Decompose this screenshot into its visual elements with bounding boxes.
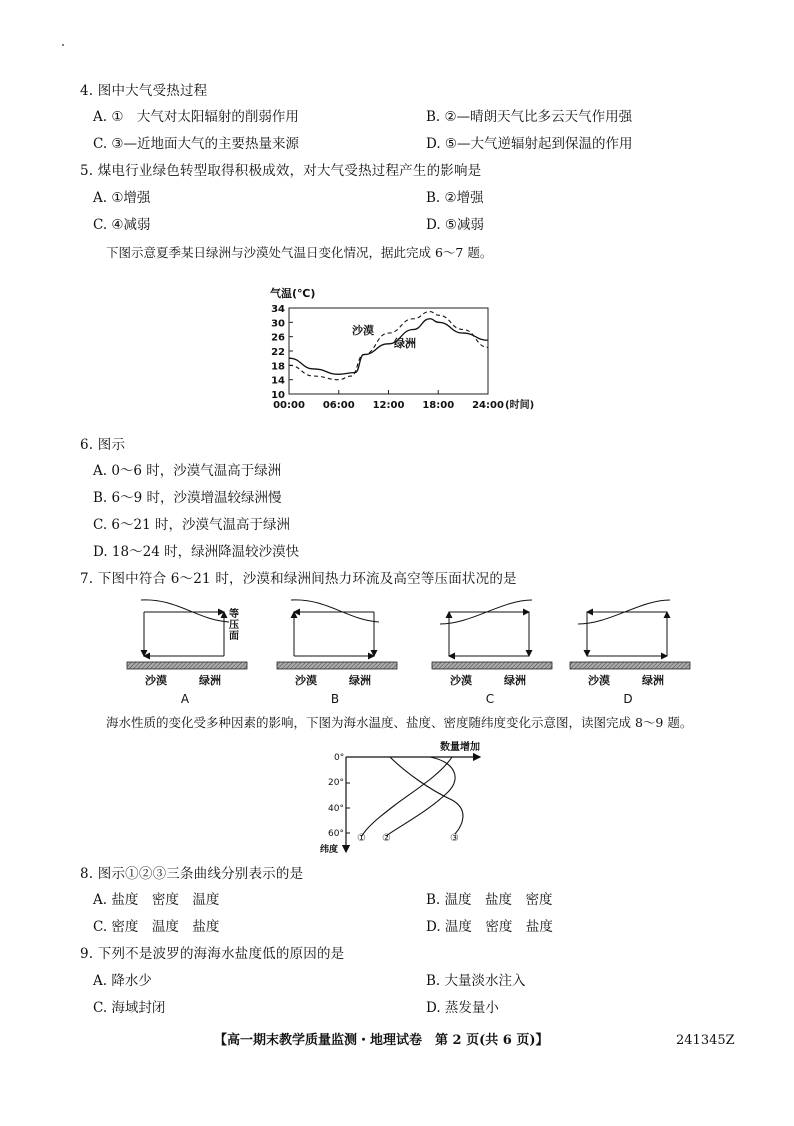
chart-xtick-label: 18:00 xyxy=(422,400,455,411)
label-desert: 沙漠 xyxy=(295,674,317,687)
q4-option-c: C. ③—近地面大气的主要热量来源 xyxy=(93,136,300,152)
label-oasis: 绿洲 xyxy=(199,674,221,687)
chart-label-desert: 沙漠 xyxy=(352,324,374,337)
q9-option-d: D. 蒸发量小 xyxy=(426,1000,499,1016)
q5-option-d: D. ⑤减弱 xyxy=(426,217,485,233)
fig2-y-label: 纬度 xyxy=(320,845,339,855)
chart-xtick-label: 12:00 xyxy=(372,400,405,411)
intro-6-7: 下图示意夏季某日绿洲与沙漠处气温日变化情况，据此完成 6～7 题。 xyxy=(106,245,493,260)
temperature-chart xyxy=(262,282,534,414)
chart-ytick-label: 22 xyxy=(271,347,285,358)
isobar-curve xyxy=(141,600,229,622)
isobar-label-2: 压 xyxy=(229,620,239,631)
option-letter: B xyxy=(330,692,340,706)
option-letter: D xyxy=(623,692,633,706)
isobar-curve xyxy=(291,600,379,622)
chart-xtick-label: 00:00 xyxy=(273,400,305,411)
chart-ytick-label: 34 xyxy=(271,304,285,315)
circulation-diagrams xyxy=(120,592,700,708)
isobar-label-3: 面 xyxy=(229,631,239,642)
q5-option-a: A. ①增强 xyxy=(93,190,151,206)
option-letter: C xyxy=(485,692,495,706)
q6-option-a: A. 0～6 时，沙漠气温高于绿洲 xyxy=(93,463,282,479)
chart-plot-frame xyxy=(289,308,488,394)
option-letter: A xyxy=(180,692,190,706)
q5-option-c: C. ④减弱 xyxy=(93,217,151,233)
fig2-ytick-0: 0° xyxy=(334,753,345,763)
curve-1 xyxy=(362,757,452,836)
q6-stem: 6. 图示 xyxy=(80,437,126,453)
q9-option-c: C. 海域封闭 xyxy=(93,1000,166,1016)
q9-option-b: B. 大量淡水注入 xyxy=(426,973,526,989)
ground-surface xyxy=(277,662,397,669)
fig2-ytick-20: 20° xyxy=(328,778,344,788)
curve-label-2: ② xyxy=(382,833,391,844)
q4-stem: 4. 图中大气受热过程 xyxy=(80,83,208,99)
q6-option-c: C. 6～21 时，沙漠气温高于绿洲 xyxy=(93,517,290,533)
label-desert: 沙漠 xyxy=(145,674,167,687)
q4-option-d: D. ⑤—大气逆辐射起到保温的作用 xyxy=(426,136,633,152)
label-oasis: 绿洲 xyxy=(349,674,371,687)
q5-option-b: B. ②增强 xyxy=(426,190,484,206)
q8-stem: 8. 图示①②③三条曲线分别表示的是 xyxy=(80,866,304,882)
chart-xtick-label: 06:00 xyxy=(322,400,355,411)
label-desert: 沙漠 xyxy=(588,674,610,687)
q5-stem: 5. 煤电行业绿色转型取得积极成效，对大气受热过程产生的影响是 xyxy=(80,163,482,179)
chart-xlabel: (时间) xyxy=(505,400,534,411)
scan-speck xyxy=(62,44,64,46)
curve-label-1: ① xyxy=(357,833,366,844)
footer-code: 241345Z xyxy=(676,1033,735,1048)
fig2-top-label: 数量增加 xyxy=(440,742,480,753)
isobar-label-1: 等 xyxy=(229,609,239,620)
label-desert: 沙漠 xyxy=(450,674,472,687)
q6-option-b: B. 6～9 时，沙漠增温较绿洲慢 xyxy=(93,490,282,506)
ground-surface xyxy=(432,662,552,669)
q7-stem: 7. 下图中符合 6～21 时，沙漠和绿洲间热力环流及高空等压面状况的是 xyxy=(80,571,517,587)
ground-surface xyxy=(127,662,247,669)
q9-option-a: A. 降水少 xyxy=(93,973,152,989)
chart-ytick-label: 10 xyxy=(271,390,285,401)
curve-label-3: ③ xyxy=(450,833,459,844)
fig2-ytick-40: 40° xyxy=(328,804,344,814)
label-oasis: 绿洲 xyxy=(642,674,664,687)
seawater-chart xyxy=(318,738,498,860)
label-oasis: 绿洲 xyxy=(504,674,526,687)
chart-ylabel: 气温(℃) xyxy=(270,287,316,300)
chart-ytick-label: 30 xyxy=(271,318,285,330)
q6-option-d: D. 18～24 时，绿洲降温较沙漠快 xyxy=(93,544,300,560)
intro-8-9: 海水性质的变化受多种因素的影响，下图为海水温度、盐度、密度随纬度变化示意图，读图完成 8～9 题。 xyxy=(106,715,693,730)
chart-label-oasis: 绿洲 xyxy=(394,337,416,350)
chart-ytick-label: 14 xyxy=(271,375,285,387)
chart-xtick-label: 24:00 xyxy=(472,400,504,411)
q8-option-b: B. 温度 盐度 密度 xyxy=(426,892,553,908)
chart-ytick-label: 18 xyxy=(271,361,285,373)
chart-ytick-label: 26 xyxy=(271,332,285,344)
q4-option-b: B. ②—晴朗天气比多云天气作用强 xyxy=(426,109,633,125)
q9-stem: 9. 下列不是波罗的海海水盐度低的原因的是 xyxy=(80,946,345,962)
footer-title: 【高一期末教学质量监测・地理试卷 第 2 页(共 6 页)】 xyxy=(214,1033,549,1048)
q8-option-a: A. 盐度 密度 温度 xyxy=(93,892,220,908)
q8-option-d: D. 温度 密度 盐度 xyxy=(426,919,553,935)
fig2-ytick-60: 60° xyxy=(328,829,344,839)
q4-option-a: A. ① 大气对太阳辐射的削弱作用 xyxy=(93,109,299,125)
q8-option-c: C. 密度 温度 盐度 xyxy=(93,919,220,935)
ground-surface xyxy=(570,662,690,669)
series-line-oasis xyxy=(289,319,488,375)
